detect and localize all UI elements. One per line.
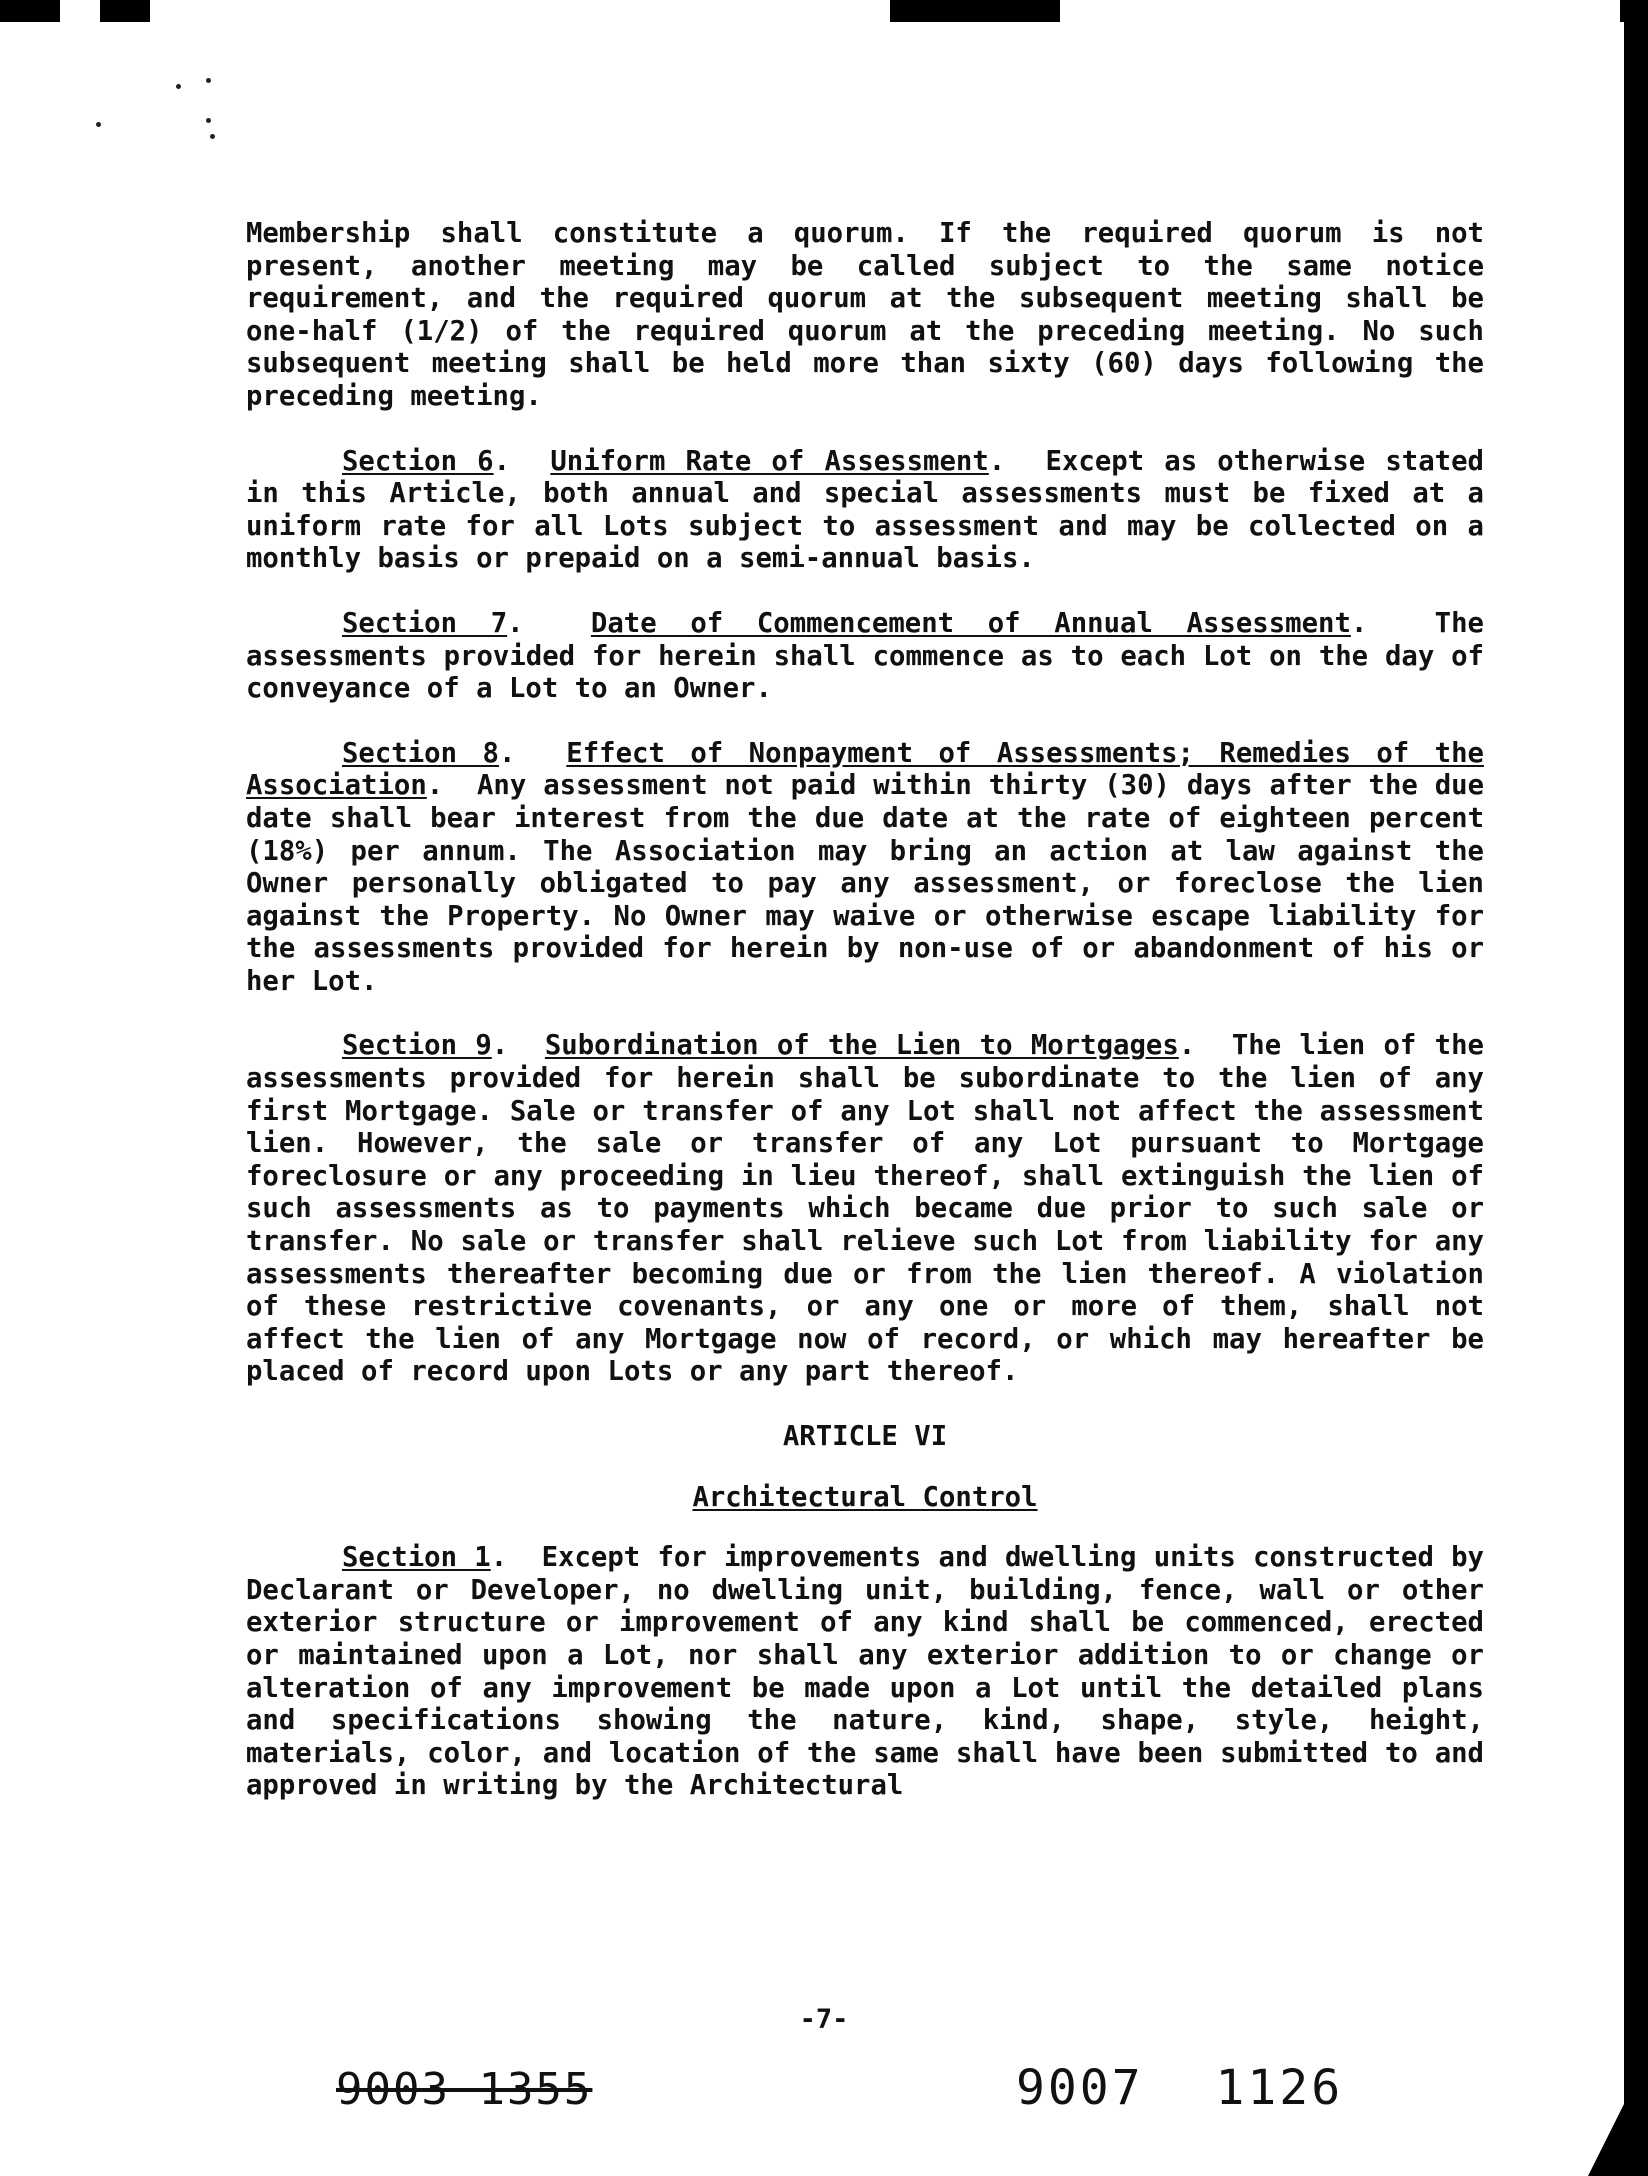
- section-7-body: The assessments provided for herein shall commence as to each Lot on the day of conveyance of a Lot to an Owner.: [246, 607, 1484, 705]
- scan-speck: [96, 122, 101, 127]
- section-6-heading: Uniform Rate of Assessment: [550, 445, 989, 477]
- article-section-1-body: Except for improvements and dwelling units constructed by Declarant or Developer, no dwelling unit, building, fence, wall or other exterior structure or improvement of any kind shall be commenced, erected or maintained upon a Lot, nor shall any exterior addition to or change or alteration of any improvement be made upon a Lot until the detailed plans and specifications showing the nature, kind, shape, style, height, materials, color, and location of the same shall have been submitted to and approved in writing by the Architectural: [246, 1542, 1484, 1802]
- section-9-label: Section 9: [342, 1030, 492, 1062]
- scan-speck: [176, 84, 181, 89]
- section-7-heading: Date of Commencement of Annual Assessment: [590, 607, 1351, 639]
- struck-filing-stamp: 9003 1355: [336, 2064, 593, 2115]
- article-section-1-label: Section 1: [342, 1542, 491, 1574]
- section-9-heading: Subordination of the Lien to Mortgages: [544, 1030, 1179, 1062]
- section-7-label: Section 7: [342, 607, 508, 639]
- scan-edge-top: [0, 0, 1648, 22]
- scan-edge-right: [1624, 0, 1648, 2176]
- scan-speck: [206, 78, 211, 83]
- section-6-label: Section 6: [342, 445, 494, 477]
- document-body: [246, 218, 1484, 1803]
- scan-speck: [206, 118, 211, 123]
- article-section-1: Section 1. Except for improvements and dwelling units constructed by Declarant or Developer, no dwelling unit, building, fence, wall or other exterior structure or improvement of any kind shall be commenced, erected or maintained upon a Lot, nor shall any exterior addition to or change or alteration of any improvement be made upon a Lot until the detailed plans and specifications showing the nature, kind, shape, style, height, materials, color, and location of the same shall have been submitted to and approved in writing by the Architectural: [246, 1542, 1484, 1802]
- section-8: Section 8. Effect of Nonpayment of Assessments; Remedies of the Association. Any assessment not paid within thirty (30) days after the due date shall bear interest from the due date at the rate of eighteen percent (18%) per annum. The Association may bring an action at law against the Owner personally obligated to pay any assessment, or foreclose the lien against the Property. No Owner may waive or otherwise escape liability for the assessments provided for herein by non-use of or abandonment of his or her Lot.: [246, 737, 1484, 997]
- section-8-body: Any assessment not paid within thirty (30) days after the due date shall bear interest from the due date at the rate of eighteen percent (18%) per annum. The Association may bring an action at law against the Owner personally obligated to pay any assessment, or foreclose the lien against the Property. No Owner may waive or otherwise escape liability for the assessments provided for herein by non-use of or abandonment of his or her Lot.: [246, 770, 1484, 997]
- section-9: Section 9. Subordination of the Lien to Mortgages. The lien of the assessments provided for herein shall be subordinate to the lien of any first Mortgage. Sale or transfer of any Lot shall not affect the assessment lien. However, the sale or transfer of any Lot pursuant to Mortgage foreclosure or any proceeding in lieu thereof, shall extinguish the lien of such assessments as to payments which became due prior to such sale or transfer. No sale or transfer shall relieve such Lot from liability for any assessments thereafter becoming due or from the lien thereof. A violation of these restrictive covenants, or any one or more of them, shall not affect the lien of any Mortgage now of record, or which may hereafter be placed of record upon Lots or any part thereof.: [246, 1030, 1484, 1388]
- section-6: Section 6. Uniform Rate of Assessment. Except as otherwise stated in this Article, both annual and special assessments must be fixed at a uniform rate for all Lots subject to assessment and may be collected on a monthly basis or prepaid on a semi-annual basis.: [246, 445, 1484, 575]
- scan-speck: [210, 134, 215, 139]
- section-8-label: Section 8: [342, 737, 499, 769]
- article-subtitle-wrap: [246, 1482, 1484, 1515]
- section-6-body: Except as otherwise stated in this Article, both annual and special assessments must be fixed at a uniform rate for all Lots subject to assessment and may be collected on a monthly basis or prepaid on a semi-annual basis.: [246, 445, 1484, 575]
- section-8-heading: Effect of Nonpayment of Assessments; Remedies of the Association: [246, 737, 1484, 802]
- scan-corner-fold: [1588, 2056, 1648, 2176]
- page-number: -7-: [799, 2004, 849, 2035]
- article-subtitle: Architectural Control: [692, 1481, 1038, 1513]
- article-title: ARTICLE VI: [782, 1421, 948, 1452]
- section-7: Section 7. Date of Commencement of Annual Assessment. The assessments provided for herein shall commence as to each Lot on the day of conveyance of a Lot to an Owner.: [246, 607, 1484, 705]
- filing-stamp: 9007 1126: [1016, 2060, 1344, 2116]
- opening-paragraph: Membership shall constitute a quorum. If the required quorum is not present, another meeting may be called subject to the same notice requirement, and the required quorum at the subsequent meeting shall be one-half (1/2) of the required quorum at the preceding meeting. No such subsequent meeting shall be held more than sixty (60) days following the preceding meeting.: [246, 218, 1484, 412]
- section-9-body: The lien of the assessments provided for herein shall be subordinate to the lien of any first Mortgage. Sale or transfer of any Lot shall not affect the assessment lien. However, the sale or transfer of any Lot pursuant to Mortgage foreclosure or any proceeding in lieu thereof, shall extinguish the lien of such assessments as to payments which became due prior to such sale or transfer. No sale or transfer shall relieve such Lot from liability for any assessments thereafter becoming due or from the lien thereof. A violation of these restrictive covenants, or any one or more of them, shall not affect the lien of any Mortgage now of record, or which may hereafter be placed of record upon Lots or any part thereof.: [246, 1030, 1484, 1388]
